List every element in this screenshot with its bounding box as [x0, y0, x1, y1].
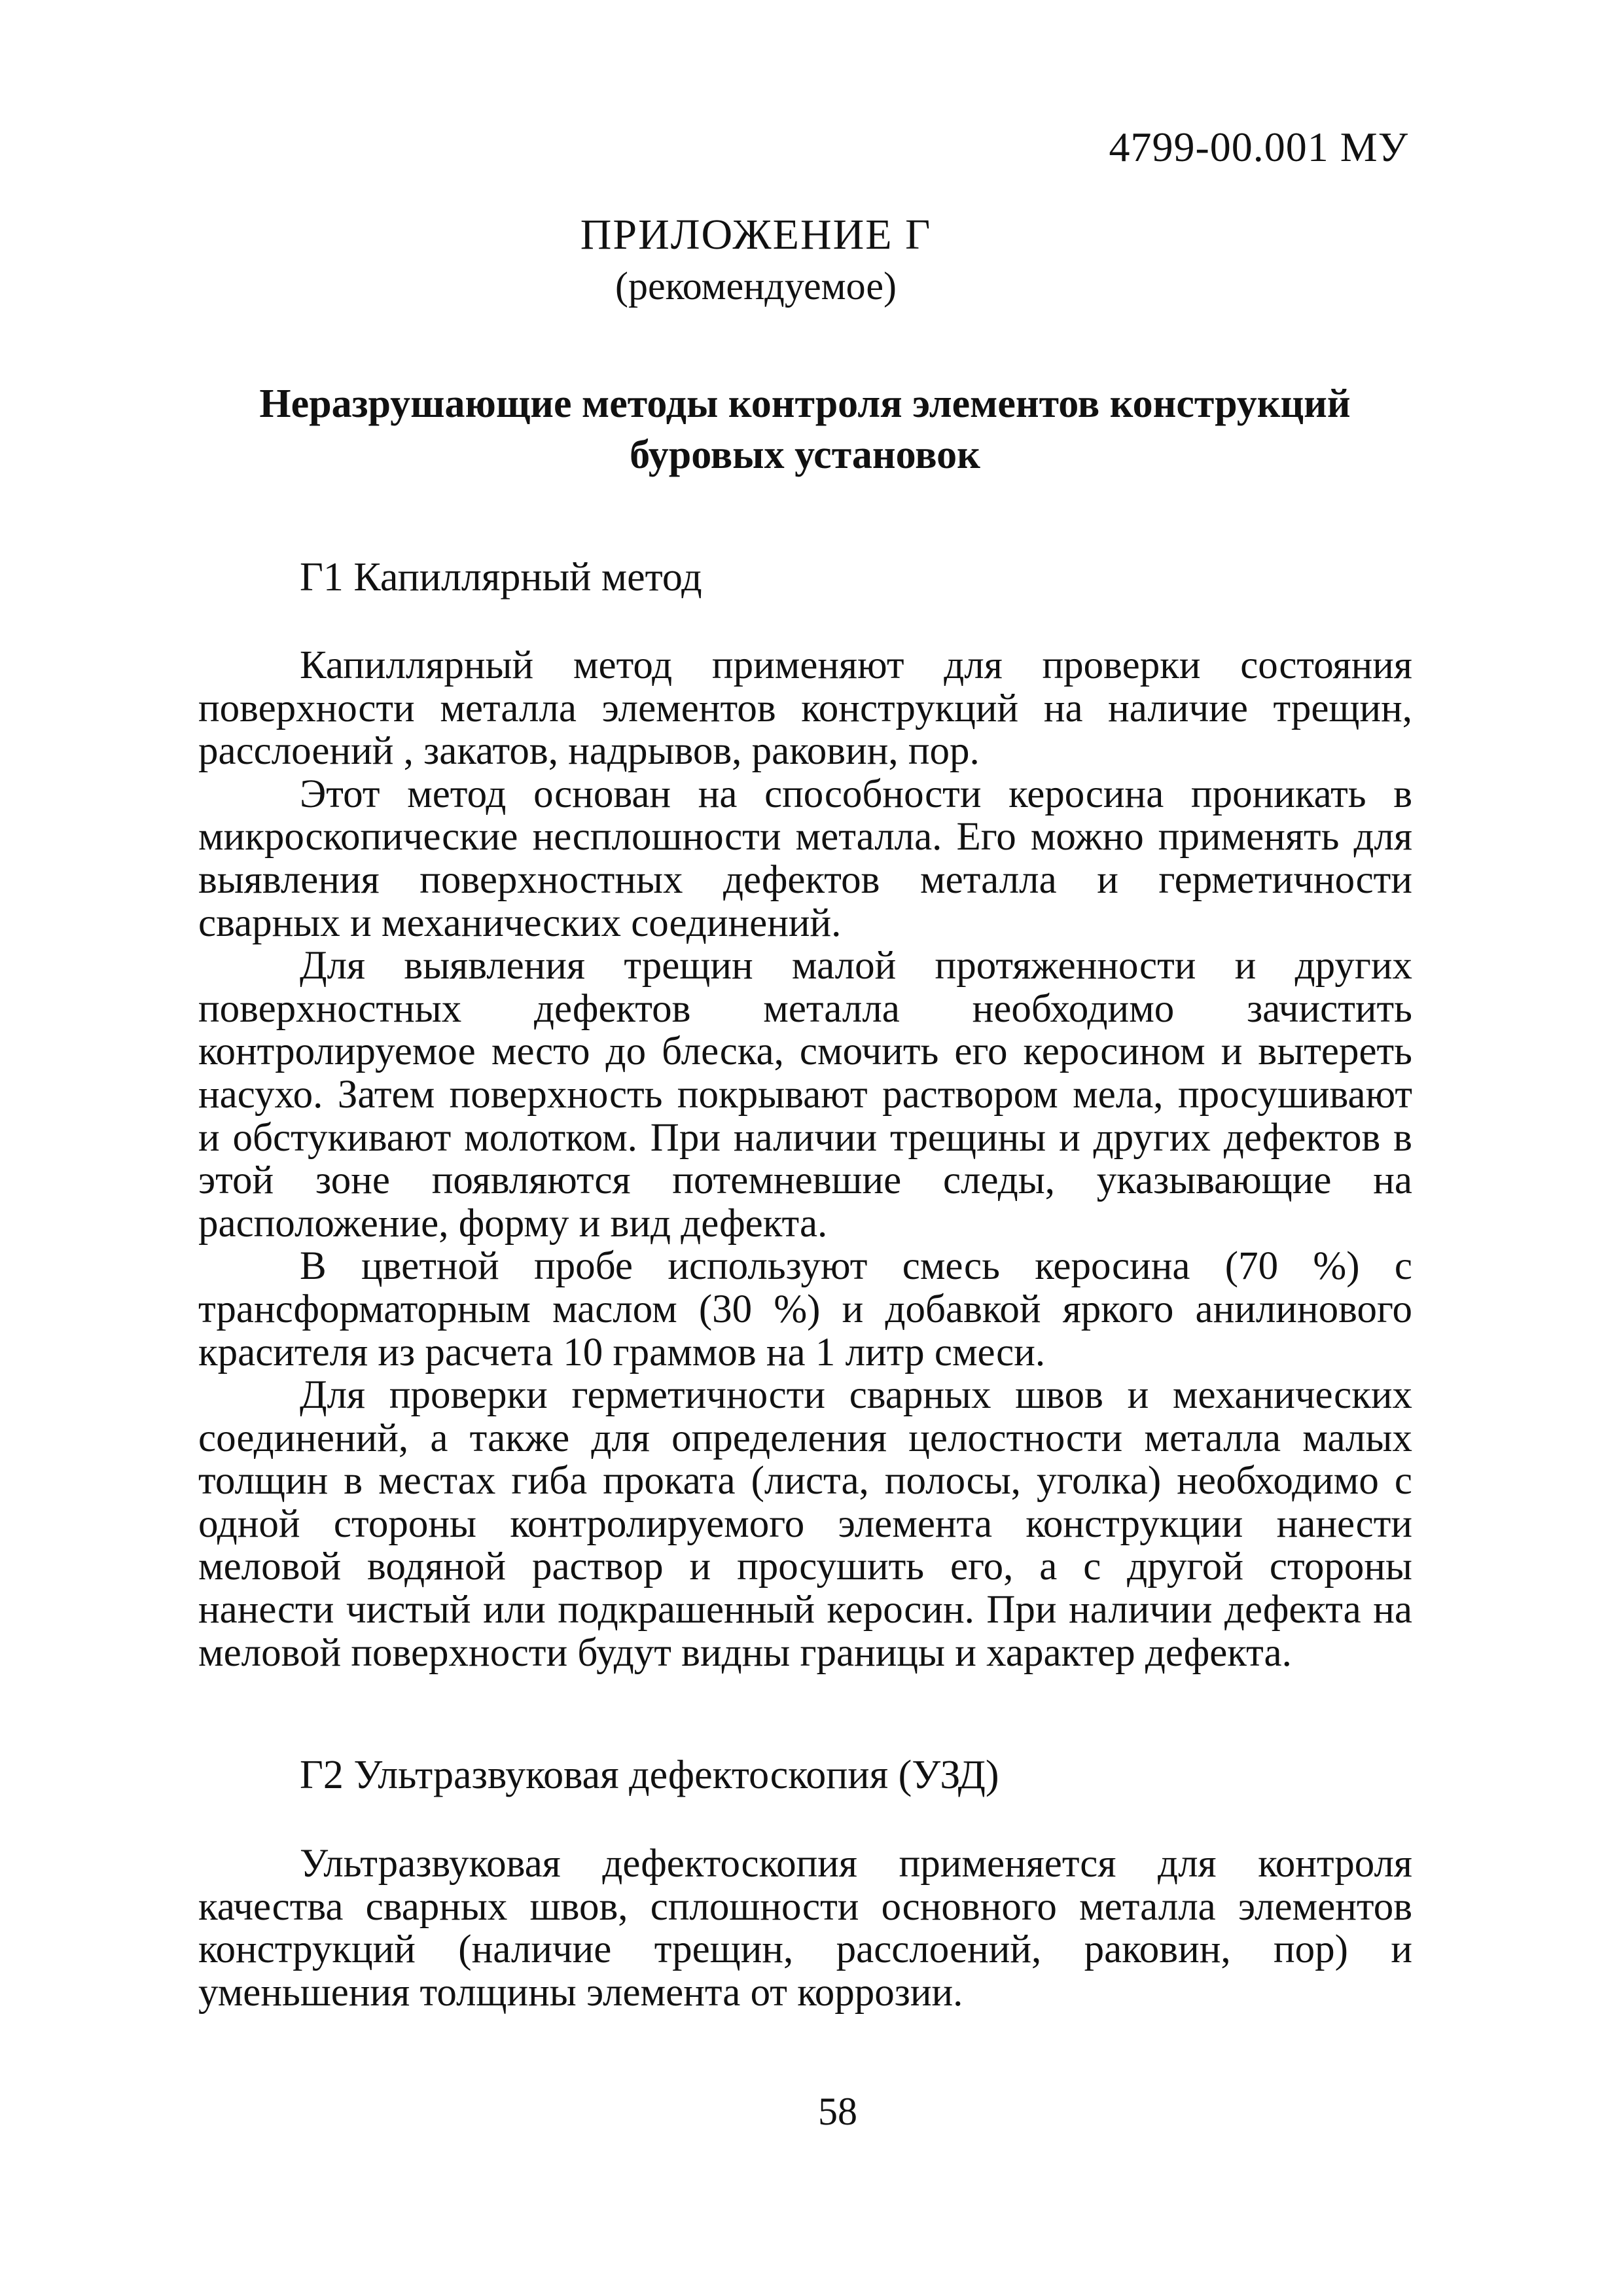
document-code: 4799-00.001 МУ: [1109, 124, 1408, 170]
section-heading-g1: Г1 Капиллярный метод: [300, 555, 702, 600]
paragraph: В цветной пробе используют смесь керосина (70 %) с трансформаторным маслом (30 %) и добавкой яркого анилинового красителя из расчета 10 граммов на 1 литр смеси.: [198, 1244, 1412, 1374]
document-title-line-2: буровых установок: [630, 433, 980, 477]
section-body-g1: [198, 644, 1412, 1674]
paragraph: Для выявления трещин малой протяженности и других поверхностных дефектов металла необходимо зачистить контролируемое место до блеска, смочить его керосином и вытереть насухо. Затем поверхность покрывают раствором мела, просушивают и обстукивают молотком. При наличии трещины и других дефектов в этой зоне появляются потемневшие следы, указывающие на расположение, форму и вид дефекта.: [198, 944, 1412, 1246]
appendix-title: ПРИЛОЖЕНИЕ Г: [580, 211, 932, 259]
paragraph: Ультразвуковая дефектоскопия применяется для контроля качества сварных швов, сплошности основного металла элементов конструкций (наличие трещин, расслоений, раковин, пор) и уменьшения толщины элемента от коррозии.: [198, 1842, 1412, 2015]
page-number: 58: [818, 2090, 857, 2133]
section-body-g2: [198, 1842, 1412, 2014]
document-title-line-1: Неразрушающие методы контроля элементов конструкций: [259, 382, 1351, 426]
document-title: [196, 378, 1414, 480]
paragraph: Для проверки герметичности сварных швов и механических соединений, а также для определения целостности металла малых толщин в местах гиба проката (листа, полосы, уголка) необходимо с одной стороны контролируемого элемента конструкции нанести меловой водяной раствор и просушить его, а с другой стороны нанести чистый или подкрашенный керосин. При наличии дефекта на меловой поверхности будут видны границы и характер дефекта.: [198, 1373, 1412, 1675]
appendix-subtitle: (рекомендуемое): [615, 264, 897, 308]
paragraph: Капиллярный метод применяют для проверки состояния поверхности металла элементов конструкций на наличие трещин, расслоений , закатов, надрывов, раковин, пор.: [198, 643, 1412, 774]
paragraph: Этот метод основан на способности керосина проникать в микроскопические несплошности металла. Его можно применять для выявления поверхностных дефектов металла и герметичности сварных и механических соединений.: [198, 772, 1412, 945]
section-heading-g2: Г2 Ультразвуковая дефектоскопия (УЗД): [300, 1753, 999, 1797]
